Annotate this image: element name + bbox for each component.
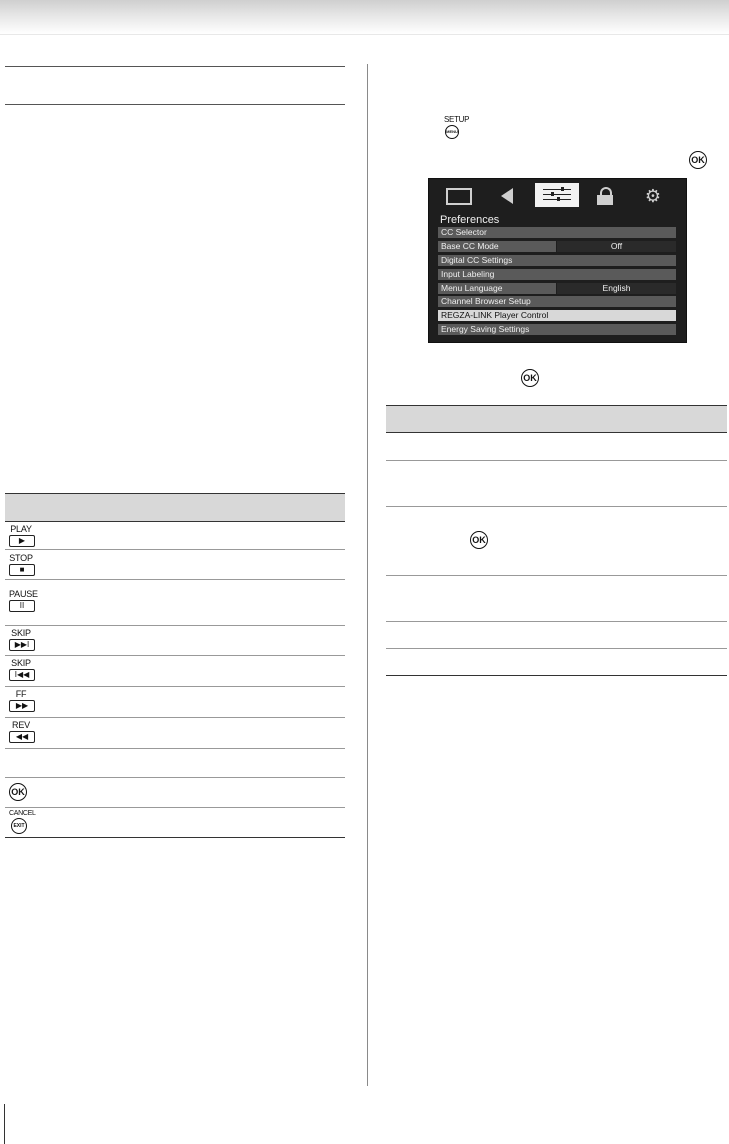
table-row-divider [5,625,345,626]
skip-back-glyph: I◀◀ [9,669,35,681]
ok-button-icon: OK [9,783,27,801]
play-glyph: ▶ [9,535,35,547]
preferences-tab-icon [535,183,579,207]
menu-item-channel-browser-setup[interactable]: Channel Browser Setup [438,296,676,307]
table-row-divider [386,460,727,461]
skip-forward-label: SKIP [11,628,31,638]
cancel-label: CANCEL [9,810,36,817]
table-row-divider [386,506,727,507]
section-rule-bottom [5,104,345,105]
menu-item-cc-selector[interactable]: CC Selector [438,227,676,238]
fast-forward-button-icon [9,690,49,712]
menu-item-base-cc-mode[interactable]: Base CC Mode [438,241,556,252]
cancel-exit-button-icon [9,810,36,834]
fast-forward-label: FF [15,689,27,699]
lock-tab-icon [583,184,627,208]
table-row-divider [386,648,727,649]
menu-glyph: MENU [445,125,459,139]
settings-table-header-rule [386,432,727,433]
base-cc-mode-value[interactable]: Off [557,241,676,252]
settings-table-bottom-rule [386,675,727,676]
pause-label: PAUSE [9,589,38,599]
stop-label: STOP [9,553,33,563]
pause-button-icon [9,590,49,612]
audio-tab-icon [485,184,529,208]
rewind-glyph: ◀◀ [9,731,35,743]
table-row-divider [5,748,345,749]
table-row-divider [5,777,345,778]
skip-forward-button-icon [9,629,49,651]
menu-item-menu-language[interactable]: Menu Language [438,283,556,294]
footer-page-marker [4,1104,5,1144]
menu-item-digital-cc-settings[interactable]: Digital CC Settings [438,255,676,266]
skip-forward-glyph: ▶▶I [9,639,35,651]
table-row-divider [5,579,345,580]
rewind-label: REV [12,720,30,730]
table-row-divider [5,807,345,808]
table-row-divider [5,717,345,718]
fast-forward-glyph: ▶▶ [9,700,35,712]
button-table-header [5,494,345,521]
ok-button-icon: OK [470,531,488,549]
table-row-divider [5,686,345,687]
column-divider [367,64,368,1086]
pause-glyph: II [9,600,35,612]
stop-button-icon [9,554,49,576]
table-row-divider [386,621,727,622]
button-table-bottom-rule [5,837,345,838]
menu-item-energy-saving-settings[interactable]: Energy Saving Settings [438,324,676,335]
play-label: PLAY [10,524,32,534]
exit-glyph: EXIT [11,818,27,834]
ok-button-icon: OK [521,369,539,387]
table-row-divider [386,575,727,576]
header-rule [0,34,729,35]
rewind-button-icon [9,721,49,743]
setup-label: SETUP [444,115,470,124]
menu-title: Preferences [440,214,500,226]
ok-button-icon: OK [689,151,707,169]
stop-glyph: ■ [9,564,35,576]
settings-table-header [386,406,727,432]
menu-item-regza-link-player-control[interactable]: REGZA-LINK Player Control [438,310,676,321]
setup-button-icon [444,116,469,139]
menu-item-input-labeling[interactable]: Input Labeling [438,269,676,280]
menu-language-value[interactable]: English [557,283,676,294]
skip-back-label: SKIP [11,658,31,668]
table-row-divider [5,655,345,656]
skip-back-button-icon [9,659,49,681]
gear-tab-icon: ⚙ [644,186,662,206]
tv-preferences-menu [428,178,687,343]
section-rule-top [5,66,345,67]
page-header-band [0,0,729,34]
play-button-icon [9,525,49,547]
picture-tab-icon [437,184,481,208]
button-table-header-rule [5,521,345,522]
table-row-divider [5,549,345,550]
